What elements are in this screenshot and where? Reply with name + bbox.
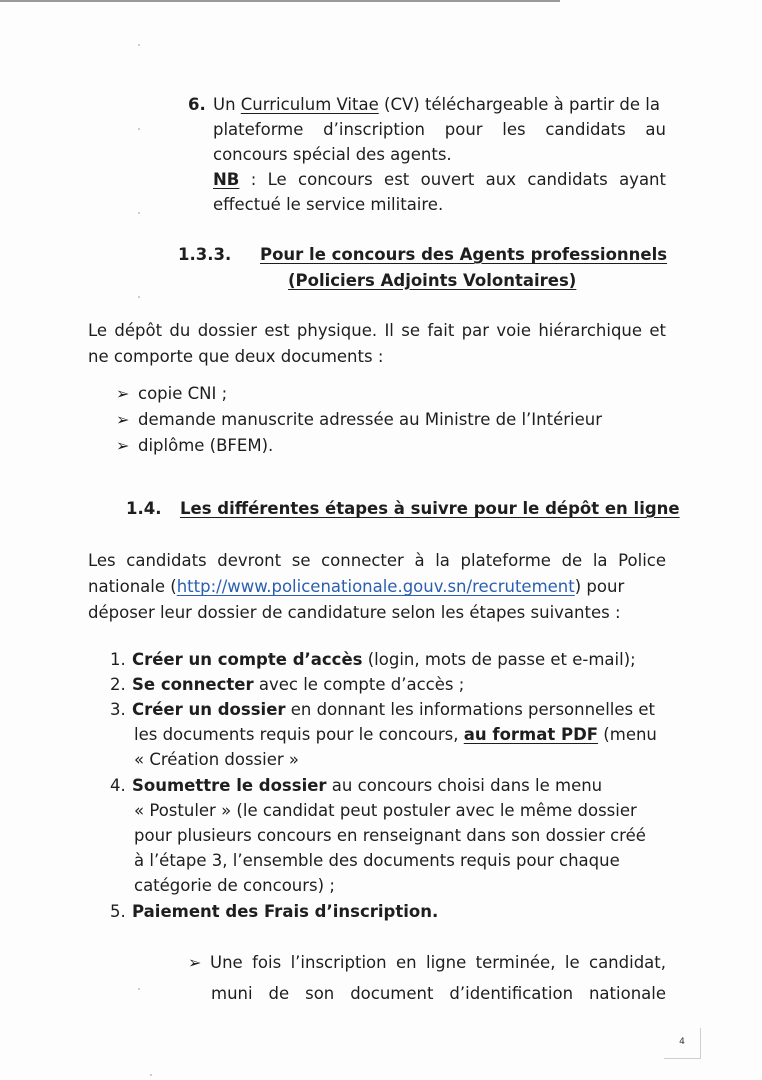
scan-speck bbox=[138, 296, 140, 298]
arrow-bullet-icon: ➢ bbox=[188, 953, 202, 972]
step-3-line-3: « Création dossier » bbox=[134, 750, 300, 769]
step-2: 2. Se connecter avec le compte d’accès ; bbox=[110, 675, 465, 694]
final-bullet-line-1: ➢ Une fois l’inscription en ligne terminée, le candidat, bbox=[188, 950, 666, 975]
bullet-item: ➢ copie CNI ; bbox=[116, 381, 227, 406]
section-133-title-line-1: Pour le concours des Agents professionnels bbox=[260, 245, 668, 264]
section-14-intro-line-2: nationale (http://www.policenationale.gouv.sn/recrutement) pour bbox=[88, 577, 625, 596]
bullet-item: ➢ diplôme (BFEM). bbox=[116, 433, 273, 458]
section-133-number: 1.3.3. bbox=[178, 245, 232, 264]
item-6-line-1: Un Curriculum Vitae (CV) téléchargeable à partir de la bbox=[213, 95, 660, 114]
nb-line-1: NB : Le concours est ouvert aux candidats ayant bbox=[213, 170, 666, 189]
bullet-item: ➢ demande manuscrite adressée au Ministre de l’Intérieur bbox=[116, 407, 602, 432]
step-1: 1. Créer un compte d’accès (login, mots de passe et e-mail); bbox=[110, 650, 636, 669]
scan-speck bbox=[138, 988, 140, 990]
page-number: 4 bbox=[664, 1028, 701, 1059]
item-6-line-3: concours spécial des agents. bbox=[213, 145, 452, 164]
section-133-para-line-1: Le dépôt du dossier est physique. Il se fait par voie hiérarchique et bbox=[88, 321, 666, 340]
nb-line-2: effectué le service militaire. bbox=[213, 195, 444, 214]
final-bullet-line-2: muni de son document d’identification nationale bbox=[211, 984, 666, 1003]
step-3-line-2: les documents requis pour le concours, au format PDF (menu bbox=[134, 725, 657, 744]
scan-top-edge bbox=[0, 0, 560, 2]
scan-speck bbox=[138, 212, 140, 214]
arrow-bullet-icon: ➢ bbox=[116, 384, 130, 403]
section-133-title-line-2: (Policiers Adjoints Volontaires) bbox=[288, 271, 577, 290]
section-14-intro-line-1: Les candidats devront se connecter à la plateforme de la Police bbox=[88, 551, 666, 570]
step-4: 4. Soumettre le dossier au concours choisi dans le menu bbox=[110, 776, 603, 795]
step-3: 3. Créer un dossier en donnant les informations personnelles et bbox=[110, 700, 655, 719]
recruitment-link[interactable]: http://www.policenationale.gouv.sn/recrutement bbox=[176, 577, 575, 596]
section-14-number: 1.4. bbox=[126, 499, 162, 518]
item-6-number: 6. bbox=[188, 95, 206, 114]
step-4-line-3: pour plusieurs concours en renseignant dans son dossier créé bbox=[134, 826, 646, 845]
scan-speck bbox=[138, 128, 140, 130]
arrow-bullet-icon: ➢ bbox=[116, 410, 130, 429]
section-14-title: Les différentes étapes à suivre pour le dépôt en ligne bbox=[180, 499, 680, 518]
pdf-format-emphasis: au format PDF bbox=[463, 725, 599, 744]
scan-speck bbox=[138, 44, 140, 46]
scan-speck bbox=[150, 1074, 152, 1076]
section-14-intro-line-3: déposer leur dossier de candidature selon les étapes suivantes : bbox=[88, 603, 621, 622]
nb-label: NB bbox=[213, 170, 240, 189]
step-4-line-5: catégorie de concours) ; bbox=[134, 876, 335, 895]
item-6-line-2: plateforme d’inscription pour les candidats au bbox=[213, 120, 666, 139]
section-133-para-line-2: ne comporte que deux documents : bbox=[88, 347, 384, 366]
step-4-line-4: à l’étape 3, l’ensemble des documents requis pour chaque bbox=[134, 851, 620, 870]
arrow-bullet-icon: ➢ bbox=[116, 436, 130, 455]
step-5: 5. Paiement des Frais d’inscription. bbox=[110, 902, 439, 921]
cv-underlined: Curriculum Vitae bbox=[240, 95, 379, 114]
step-4-line-2: « Postuler » (le candidat peut postuler avec le même dossier bbox=[134, 801, 637, 820]
